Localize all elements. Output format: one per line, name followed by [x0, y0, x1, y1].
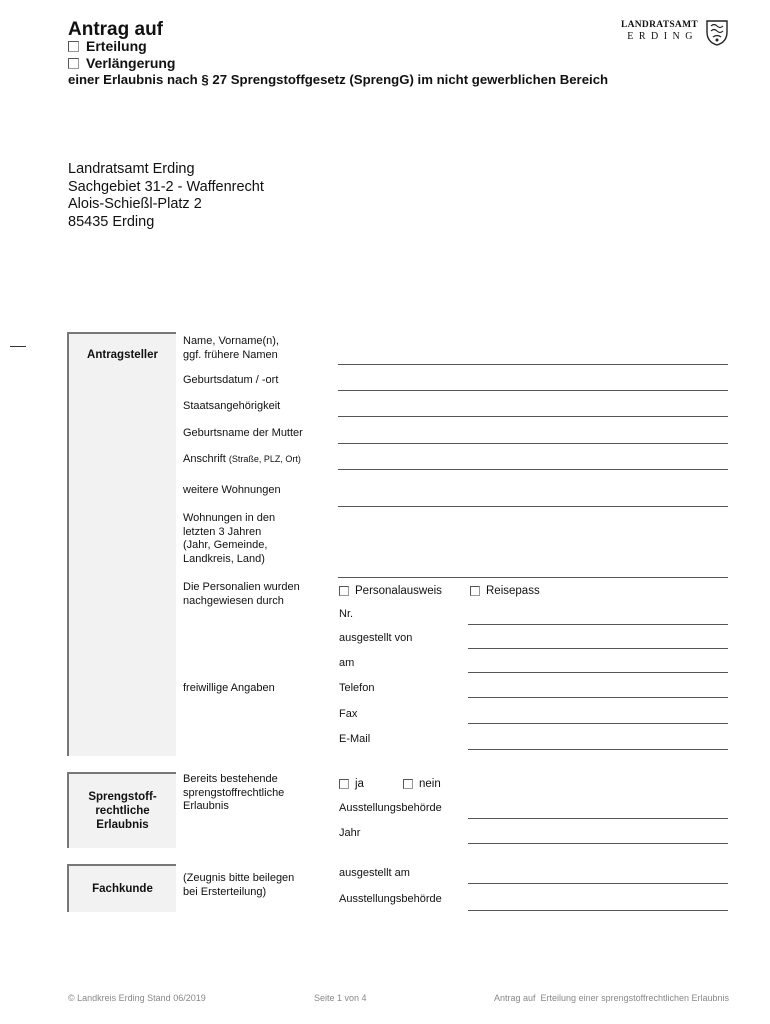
- label-text: Die Personalien wurden: [183, 581, 300, 593]
- form-title: Antrag auf: [68, 19, 163, 40]
- ausstellungsbehoerde-label: Ausstellungsbehörde: [339, 802, 442, 814]
- nein-checkbox[interactable]: [403, 779, 413, 789]
- label-text: sprengstoffrechtliche: [183, 786, 285, 799]
- label-text: Bereits bestehende: [183, 773, 278, 785]
- ausgestellt-von-label: ausgestellt von: [339, 632, 413, 644]
- section-label: Fachkunde: [92, 883, 153, 895]
- nr-field[interactable]: [468, 624, 728, 625]
- staatsangehoerigkeit-field[interactable]: [338, 416, 728, 417]
- ja-checkbox[interactable]: [339, 779, 349, 789]
- label-text: (Zeugnis bitte beilegen: [183, 872, 295, 884]
- verlaengerung-label: Verlängerung: [86, 55, 176, 71]
- wohnungen-label: [183, 512, 275, 566]
- geburtsname-field[interactable]: [338, 443, 728, 444]
- label-text: Anschrift: [183, 453, 226, 465]
- freiwillige-label: freiwillige Angaben: [183, 682, 275, 694]
- personalien-label: [183, 581, 300, 608]
- address-line: 85435 Erding: [68, 213, 155, 230]
- address-line: Alois-Schießl-Platz 2: [68, 196, 202, 212]
- section-fachkunde: [67, 864, 176, 912]
- option-label: ja: [355, 778, 364, 790]
- logo-bottom-text: ERDING: [627, 31, 698, 42]
- anschrift-field[interactable]: [338, 469, 728, 470]
- fax-label: Fax: [339, 708, 358, 720]
- option-label: Personalausweis: [355, 585, 442, 597]
- ausgestellt-von-field[interactable]: [468, 648, 728, 649]
- weitere-wohnungen-label: weitere Wohnungen: [183, 484, 281, 496]
- verlaengerung-checkbox[interactable]: [68, 58, 79, 69]
- section-label: Erlaubnis: [96, 819, 149, 831]
- ausstellungsbehoerde-field[interactable]: [468, 818, 728, 819]
- fachkunde-behoerde-label: Ausstellungsbehörde: [339, 893, 442, 905]
- ausgestellt-am-label: ausgestellt am: [339, 867, 410, 879]
- personalausweis-checkbox[interactable]: [339, 586, 349, 596]
- name-field[interactable]: [338, 364, 728, 365]
- option-label: Reisepass: [486, 585, 540, 597]
- footer-copyright: © Landkreis Erding Stand 06/2019: [68, 993, 206, 1003]
- label-text: nachgewiesen durch: [183, 594, 284, 607]
- erteilung-label: Erteilung: [86, 38, 147, 54]
- telefon-label: Telefon: [339, 682, 375, 694]
- address-line: Landratsamt Erding: [68, 161, 195, 177]
- section-label: Sprengstoff-: [88, 791, 157, 803]
- section-label: rechtliche: [95, 805, 150, 817]
- geburtsdatum-field[interactable]: [338, 390, 728, 391]
- jahr-label: Jahr: [339, 827, 361, 839]
- ausgestellt-am-field[interactable]: [468, 883, 728, 884]
- reisepass-option[interactable]: [470, 585, 540, 597]
- am-label: am: [339, 657, 355, 669]
- personalausweis-option[interactable]: [339, 585, 442, 597]
- anschrift-label: [183, 453, 301, 467]
- nein-option[interactable]: [403, 778, 441, 790]
- staatsangehoerigkeit-label: Staatsangehörigkeit: [183, 400, 281, 412]
- crest-icon: [704, 18, 730, 46]
- label-text: Wohnungen in den: [183, 512, 276, 524]
- am-field[interactable]: [468, 672, 728, 673]
- section-label: Antragsteller: [87, 349, 158, 361]
- label-text: Name, Vorname(n),: [183, 335, 279, 347]
- name-label: [183, 335, 279, 362]
- fax-field[interactable]: [468, 723, 728, 724]
- recipient-address: [68, 161, 264, 231]
- ja-option[interactable]: [339, 778, 364, 790]
- geburtsdatum-label: Geburtsdatum / -ort: [183, 374, 279, 386]
- nr-label: Nr.: [339, 608, 354, 620]
- email-label: E-Mail: [339, 733, 371, 745]
- reisepass-checkbox[interactable]: [470, 586, 480, 596]
- wohnungen-field[interactable]: [338, 577, 728, 578]
- label-text: Landkreis, Land): [183, 552, 265, 565]
- logo-top-text: LANDRATSAMT: [620, 20, 698, 30]
- section-antragsteller: [67, 332, 176, 756]
- erteilung-checkbox[interactable]: [68, 41, 79, 52]
- label-text: ggf. frühere Namen: [183, 348, 278, 361]
- label-text: bei Ersterteilung): [183, 885, 267, 898]
- footer-page: Seite 1 von 4: [314, 993, 367, 1003]
- label-text: letzten 3 Jahren: [183, 525, 262, 538]
- label-hint: (Straße, PLZ, Ort): [228, 454, 301, 464]
- telefon-field[interactable]: [468, 697, 728, 698]
- section-sprengstoff: [67, 772, 176, 848]
- zeugnis-label: [183, 872, 294, 899]
- logo: [621, 20, 698, 42]
- address-line: Sachgebiet 31-2 - Waffenrecht: [68, 178, 264, 195]
- jahr-field[interactable]: [468, 843, 728, 844]
- bereits-label: [183, 773, 284, 814]
- label-text: (Jahr, Gemeinde,: [183, 539, 268, 551]
- fachkunde-behoerde-field[interactable]: [468, 910, 728, 911]
- form-subtitle: einer Erlaubnis nach § 27 Sprengstoffgesetz (SprengG) im nicht gewerblichen Bereich: [68, 72, 609, 87]
- label-text: Erlaubnis: [183, 800, 229, 812]
- footer-doc-title: Antrag auf Erteilung einer sprengstoffrechtlichen Erlaubnis: [494, 993, 729, 1003]
- option-erteilung[interactable]: [68, 38, 147, 54]
- weitere-wohnungen-field[interactable]: [338, 506, 728, 507]
- email-field[interactable]: [468, 749, 728, 750]
- geburtsname-label: Geburtsname der Mutter: [183, 427, 303, 439]
- fold-mark: [10, 346, 26, 347]
- option-label: nein: [419, 778, 441, 790]
- option-verlaengerung[interactable]: [68, 55, 175, 71]
